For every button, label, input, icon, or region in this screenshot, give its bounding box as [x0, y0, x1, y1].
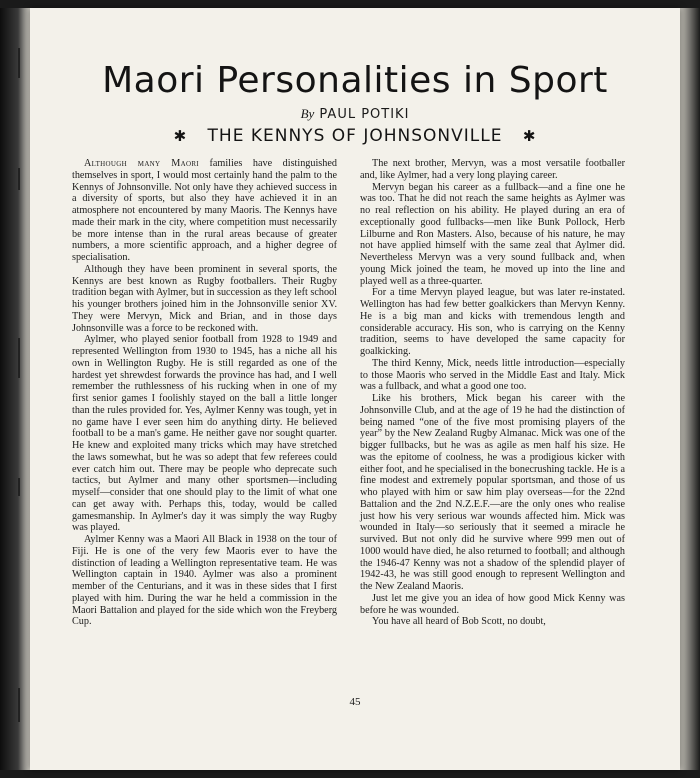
- paragraph: The next brother, Mervyn, was a most versatile footballer and, like Aylmer, had a very long playing career.: [360, 158, 625, 181]
- article-title: Maori Personalities in Sport: [102, 60, 608, 101]
- binding-mark: [18, 168, 20, 190]
- paragraph: Aylmer Kenny was a Maori All Black in 1938 on the tour of Fiji. He is one of the very few Maoris ever to have the distinction of leading a Wellington representative team. He was Wellington captain in 1940. Aylmer was also a prominent member of the Centurians, and it was in these sides that I first played with him. During the war he held a commission in the Maori Battalion and played for the side which won the Freyberg Cup.: [72, 534, 337, 628]
- ornament-star-icon: ✱: [173, 127, 188, 145]
- paragraph: Mervyn began his career as a fullback—and a fine one he was too. That he did not reach the same heights as Aylmer was no real reflection on his ability. He played during an era of exceptionally good fullbacks—men like Bunk Pollock, Herb Lilburne and Ron Masters. Also, because of his nature, he may not have applied himself with the same zeal that Aylmer did. Nevertheless Mervyn was a very sound fullback and, when young Mick joined the team, he moved up into the line and played well as a three-quarter.: [360, 181, 625, 287]
- paragraph: The third Kenny, Mick, needs little introduction—especially to those Maoris who served in the Middle East and Italy. Mick was a fullback, and what a good one too.: [360, 357, 625, 393]
- article-subtitle-row: [30, 126, 680, 146]
- article-subtitle: THE KENNYS OF JOHNSONVILLE: [207, 126, 503, 146]
- paragraph: Just let me give you an idea of how good Mick Kenny was before he was wounded.: [360, 592, 625, 616]
- paragraph: Like his brothers, Mick began his career with the Johnsonville Club, and at the age of 19 he had the distinction of being named “one of the five most promising players of the year” by the New Zealand Rugby Almanac. Mick was one of the bigger fullbacks, but he was as agile as men half his size. He was the epitome of coolness, he was a prodigious kicker with either foot, and he specialised in the bonecrushing tackle. He is a fine modest and extremely popular sportsman, and those of us who played with him or saw him play overseas—for the 22nd Battalion and the 2nd N.Z.E.F.—are the only ones who realise just how his very serious war wounds affected him. Mick was wounded in Italy—so seriously that it seemed a miracle he survived. But not only did he survive where 999 men out of 1000 would have died, he also returned to football; and although the 1946-47 Kenny was not a shadow of the splendid player of 1942-43, he was still good enough to represent Wellington and the New Zealand Maoris.: [360, 393, 625, 592]
- paragraph: Aylmer, who played senior football from 1928 to 1949 and represented Wellington from 1930 to 1945, has a niche all his own in Wellington Rugby. He is still regarded as one of the hardest yet shrewdest forwards the province has had, and I well remember the ruthlessness of his rucking when in one of my first senior games I foolishly stayed on the ball a little longer than the rules provided for. Yes, Aylmer Kenny was tough, yet in no game have I ever seen him do anything dirty. He believed football to be a man's game. He neither gave nor sought quarter. He knew and exploited many tricks which may have stretched the laws somewhat, but he was so adept that few referees could ever catch him out. There may be people who deprecate such tactics, but Aylmer and many other sportsmen—including myself—consider that one should play to the limit of what one can get away with. Perhaps this, today, would be called gamesmanship. In Aylmer's day it was simply the way Rugby was played.: [72, 334, 337, 534]
- binding-mark: [18, 478, 20, 496]
- author-name: PAUL POTIKI: [319, 107, 410, 122]
- paragraph-text: families have distinguished themselves in sport, I would most certainly hand the palm to the Kennys of Johnsonville. Not only have they achieved success in a diversity of sports, but also they have achieved it in an atmosphere not encountered by many Maoris. The Kennys have made their mark in the city, where competition must necessarily be more intense than in the rural areas because of greater numbers, a more scientific approach, and a higher degree of specialisation.: [72, 158, 337, 263]
- binding-mark: [18, 338, 20, 378]
- magazine-page: [30, 8, 680, 770]
- ornament-star-icon: ✱: [522, 127, 537, 145]
- paragraph: Although they have been prominent in several sports, the Kennys are best known as Rugby footballers. Their Rugby tradition began with Aylmer, but in succession as they left school his younger brothers joined him in the Johnsonville senior XV. They were Mervyn, Mick and Brian, and in those days Johnsonville was a force to be reckoned with.: [72, 263, 337, 334]
- page-number: 45: [349, 696, 361, 708]
- byline-prefix: By: [300, 106, 315, 121]
- paragraph: You have all heard of Bob Scott, no doubt,: [372, 616, 546, 628]
- page-edge-shadow: [680, 8, 700, 770]
- left-column: [72, 158, 337, 628]
- byline: [30, 106, 680, 122]
- paragraph: [72, 158, 337, 264]
- lead-in: Although many Maori: [84, 158, 199, 169]
- book-binding: [0, 8, 30, 770]
- binding-mark: [18, 48, 20, 78]
- right-column: [360, 158, 625, 628]
- paragraph: For a time Mervyn played league, but was later re-instated. Wellington has had few better goalkickers than Mervyn Kenny. He is a big man and kicks with tremendous length and considerable accuracy. His son, who is carrying on the Kenny tradition, seems to have developed the same capacity for goalkicking.: [360, 287, 625, 357]
- binding-mark: [18, 688, 20, 722]
